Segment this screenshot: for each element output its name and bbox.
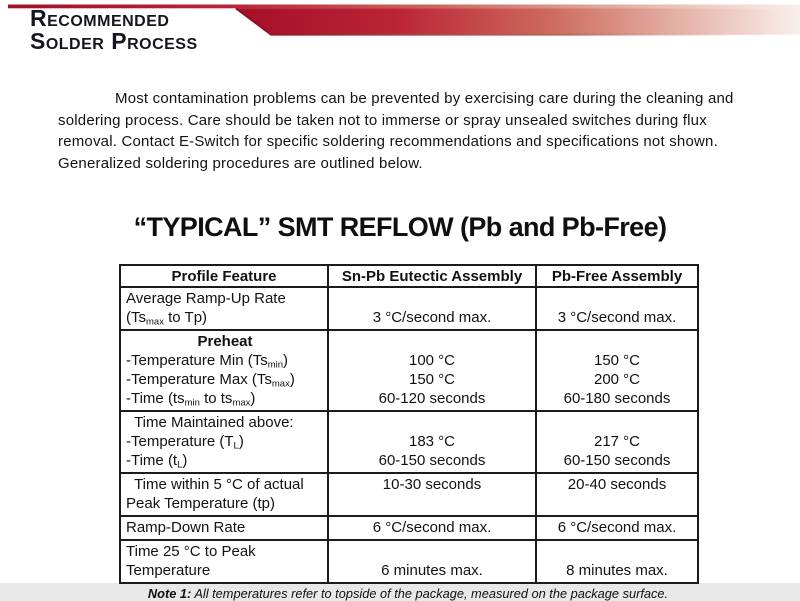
cell-line: 3 °C/second max. <box>372 309 492 326</box>
doc-title-line2: Solder Process <box>30 28 198 54</box>
section-title: “TYPICAL” SMT REFLOW (Pb and Pb-Free) <box>133 212 667 242</box>
table-row <box>120 540 698 583</box>
cell-line: 8 minutes max. <box>566 562 668 579</box>
cell-line: ($Ts_{max}$ to Tp) <box>126 309 208 328</box>
cell-line: 60-120 seconds <box>378 390 486 407</box>
cell-line <box>539 289 695 308</box>
pbfree-value-cell <box>536 473 698 516</box>
cell-line: Peak Temperature (tp) <box>126 495 275 512</box>
snpb-value-cell <box>328 516 536 540</box>
reflow-table-wrap <box>119 264 697 601</box>
cell-line: 6 minutes max. <box>381 562 483 579</box>
cell-line <box>539 494 695 513</box>
col-header-snpb-assembly: Sn-Pb Eutectic Assembly <box>328 265 536 287</box>
cell-line <box>331 494 533 513</box>
feature-cell <box>120 411 328 473</box>
table-row <box>120 287 698 330</box>
cell-line: -Temperature Max $(Ts_{max})$ <box>126 371 295 390</box>
cell-line: Preheat <box>197 333 253 350</box>
col-header-pbfree-assembly: Pb-Free Assembly <box>536 265 698 287</box>
cell-line: 60-150 seconds <box>378 452 486 469</box>
cell-line: -Temperature $(T_L)$ <box>126 433 244 452</box>
cell-line: 6 °C/second max. <box>372 519 492 536</box>
snpb-value-cell <box>328 411 536 473</box>
pbfree-value-cell <box>536 540 698 583</box>
cell-line: 3 °C/second max. <box>557 309 677 326</box>
cell-line: -Time $(t_L)$ <box>126 452 188 471</box>
pbfree-value-cell <box>536 287 698 330</box>
cell-line: Time Maintained above: <box>126 414 294 431</box>
cell-line: Time within 5 °C of actual <box>126 476 304 493</box>
feature-cell <box>120 540 328 583</box>
cell-line: 6 °C/second max. <box>557 519 677 536</box>
cell-line <box>331 542 533 561</box>
feature-cell <box>120 287 328 330</box>
cell-line <box>539 542 695 561</box>
cell-line <box>331 289 533 308</box>
cell-line <box>539 413 695 432</box>
cell-line: Average Ramp-Up Rate <box>126 290 286 307</box>
cell-line: 20-40 seconds <box>567 476 667 493</box>
cell-line <box>539 332 695 351</box>
table-header-row <box>120 265 698 287</box>
pbfree-value-cell <box>536 330 698 411</box>
header-ribbon <box>236 8 800 34</box>
cell-line <box>331 413 533 432</box>
pbfree-value-cell <box>536 516 698 540</box>
table-row <box>120 473 698 516</box>
pbfree-value-cell <box>536 411 698 473</box>
snpb-value-cell <box>328 540 536 583</box>
cell-line <box>331 332 533 351</box>
cell-line: 150 °C <box>408 371 456 388</box>
cell-line: 200 °C <box>593 371 641 388</box>
doc-header <box>30 7 198 53</box>
feature-cell <box>120 516 328 540</box>
cell-line: 10-30 seconds <box>382 476 482 493</box>
cell-line: 60-150 seconds <box>563 452 671 469</box>
table-note <box>119 586 697 601</box>
table-row <box>120 330 698 411</box>
doc-title-line1: Recommended <box>30 5 170 31</box>
note-label: Note 1: <box>147 586 192 601</box>
snpb-value-cell <box>328 287 536 330</box>
snpb-value-cell <box>328 330 536 411</box>
table-row <box>120 516 698 540</box>
table-row <box>120 411 698 473</box>
col-header-profile-feature: Profile Feature <box>120 265 328 287</box>
cell-line: 100 °C <box>408 352 456 369</box>
feature-cell <box>120 330 328 411</box>
cell-line: -Temperature Min $(Ts_{min})$ <box>126 352 289 371</box>
cell-line: Ramp-Down Rate <box>126 519 246 536</box>
cell-line: 60-180 seconds <box>563 390 671 407</box>
note-text: All temperatures refer to topside of the package, measured on the package surface. <box>191 586 669 601</box>
intro-paragraph: Most contamination problems can be prevented by exercising care during the cleaning and soldering process. Care should be taken not to immerse or spray unsealed switches during flux removal. Contact E-Switch for specific soldering recommendations and specifications not shown. Generalized soldering procedures are outlined below. <box>58 90 734 172</box>
cell-line: Time 25 °C to Peak <box>126 543 256 560</box>
cell-line: 183 °C <box>408 433 456 450</box>
snpb-value-cell <box>328 473 536 516</box>
cell-line: 150 °C <box>593 352 641 369</box>
feature-cell <box>120 473 328 516</box>
cell-line: -Time ($ts_{min}$ to $ts_{max}$) <box>126 390 256 409</box>
cell-line: 217 °C <box>593 433 641 450</box>
reflow-table <box>119 264 699 584</box>
cell-line: Temperature <box>126 562 211 579</box>
